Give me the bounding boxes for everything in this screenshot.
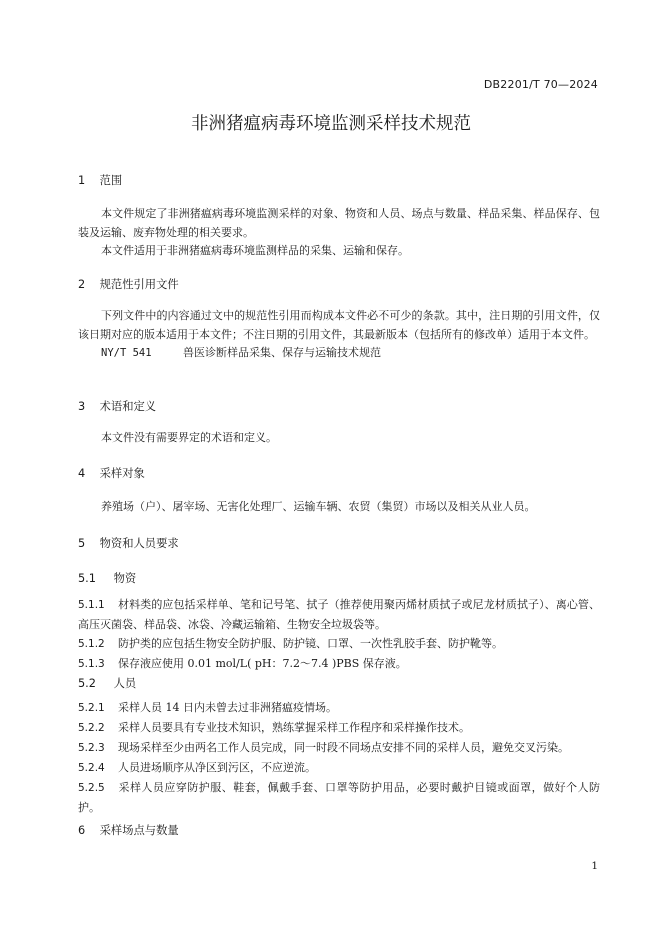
section-title: 采样对象 [99, 467, 145, 480]
clause-item [78, 595, 600, 634]
clause-text: 采样人员 14 日内未曾去过非洲猪瘟疫情场。 [118, 701, 337, 714]
section-number: 6 [78, 824, 86, 837]
clause-number: 5.2.1 [78, 702, 105, 714]
clause-text: 采样人员应穿防护服、鞋套，佩戴手套、口罩等防护用品，必要时戴护目镜或面罩，做好个人防护。 [78, 781, 600, 814]
clause-item [78, 698, 600, 718]
document-title: 非洲猪瘟病毒环境监测采样技术规范 [191, 114, 471, 134]
paragraph: 养殖场（户）、屠宰场、无害化处理厂、运输车辆、农贸（集贸）市场以及相关从业人员。 [101, 500, 536, 513]
section-5-heading [78, 535, 600, 551]
section-title: 采样场点与数量 [99, 824, 179, 837]
subsection-5-2-heading [78, 675, 600, 691]
clause-number: 5.1.1 [78, 599, 105, 611]
subsection-title: 物资 [113, 572, 137, 585]
normative-reference [78, 344, 600, 363]
section-1-body [78, 205, 600, 261]
clause-text: 防护类的应包括生物安全防护服、防护镜、口罩、一次性乳胶手套、防护靴等。 [118, 637, 503, 650]
paragraph: 本文件适用于非洲猪瘟病毒环境监测样品的采集、运输和保存。 [101, 244, 409, 257]
clause-item [78, 778, 600, 817]
paragraph: 本文件没有需要界定的术语和定义。 [101, 431, 277, 444]
section-4-heading [78, 465, 600, 481]
section-3-heading [78, 398, 600, 414]
section-3-body [78, 429, 600, 448]
subsection-5-2-body [78, 698, 600, 817]
section-title: 术语和定义 [99, 400, 157, 413]
section-6-heading [78, 822, 600, 838]
clause-item [78, 654, 600, 674]
clause-text: 材料类的应包括采样单、笔和记号笔、拭子（推荐使用聚丙烯材质拭子或尼龙材质拭子）、离心管、高压灭菌袋、样品袋、冰袋、冷藏运输箱、生物安全垃圾袋等。 [78, 598, 600, 631]
section-1-heading [78, 172, 600, 188]
subsection-5-1-body [78, 595, 600, 674]
section-2-heading [78, 276, 600, 292]
clause-number: 5.1.2 [78, 638, 105, 650]
subsection-5-1-heading [78, 570, 600, 586]
section-number: 1 [78, 174, 86, 187]
section-4-body [78, 498, 600, 517]
clause-number: 5.2.3 [78, 742, 105, 754]
clause-item [78, 758, 600, 778]
subsection-number: 5.2 [78, 677, 96, 690]
clause-item [78, 738, 600, 758]
reference-code: NY/T 541 [101, 347, 152, 359]
clause-item [78, 634, 600, 654]
subsection-number: 5.1 [78, 572, 96, 585]
section-title: 物资和人员要求 [99, 537, 179, 550]
clause-text: 采样人员要具有专业技术知识，熟练掌握采样工作程序和采样操作技术。 [118, 721, 470, 734]
section-number: 5 [78, 537, 86, 550]
clause-text: 现场采样至少由两名工作人员完成，同一时段不同场点安排不同的采样人员，避免交叉污染。 [118, 741, 569, 754]
section-2-body [78, 307, 600, 363]
clause-text: 保存液应使用 0.01 mol/L( pH：7.2～7.4 )PBS 保存液。 [118, 657, 407, 670]
clause-number: 5.2.4 [78, 762, 105, 774]
paragraph: 下列文件中的内容通过文中的规范性引用而构成本文件必不可少的条款。其中，注日期的引用文件，仅该日期对应的版本适用于本文件；不注日期的引用文件，其最新版本（包括所有的修改单）适用于本文件。 [78, 309, 600, 341]
clause-text: 人员进场顺序从净区到污区，不应逆流。 [118, 761, 316, 774]
clause-item [78, 718, 600, 738]
clause-number: 5.2.5 [78, 782, 105, 794]
clause-number: 5.2.2 [78, 722, 105, 734]
clause-number: 5.1.3 [78, 658, 105, 670]
section-title: 规范性引用文件 [99, 278, 179, 291]
document-number: DB2201/T 70—2024 [483, 78, 598, 91]
reference-title: 兽医诊断样品采集、保存与运输技术规范 [183, 346, 381, 359]
paragraph: 本文件规定了非洲猪瘟病毒环境监测采样的对象、物资和人员、场点与数量、样品采集、样品保存、包装及运输、废弃物处理的相关要求。 [78, 207, 600, 239]
section-title: 范围 [99, 174, 123, 187]
subsection-title: 人员 [113, 677, 137, 690]
page-number: 1 [591, 860, 598, 872]
section-number: 2 [78, 278, 86, 291]
section-number: 3 [78, 400, 86, 413]
section-number: 4 [78, 467, 86, 480]
